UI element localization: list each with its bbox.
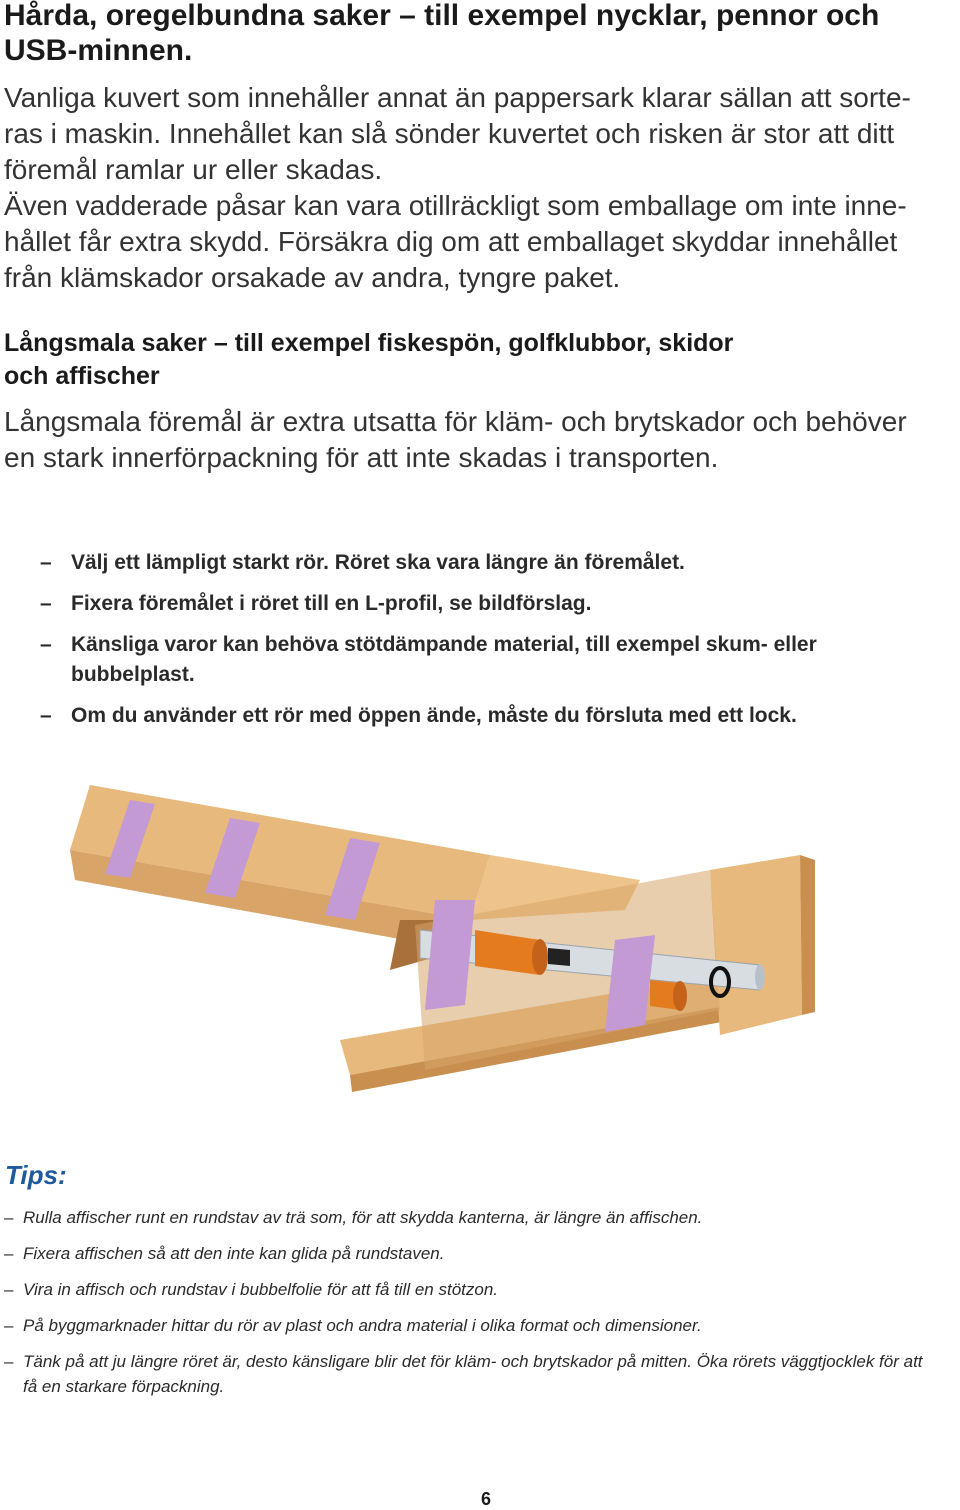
tube-packing-illustration (70, 780, 900, 1110)
tip-item (4, 1241, 944, 1266)
dash-bullet: – (40, 633, 52, 656)
text-line: en stark innerförpackning för att inte skadas i transporten. (4, 442, 719, 473)
text-line: Långsmala föremål är extra utsatta för kläm- och brytskador och behöver (4, 406, 907, 437)
text-line: från klämskador orsakade av andra, tyngre paket. (4, 262, 621, 293)
heading-line: Långsmala saker – till exempel fiskespön, golfklubbor, skidor (4, 329, 734, 357)
dash-bullet: – (40, 704, 52, 727)
heading-line: USB-minnen. (4, 34, 193, 67)
list-item (40, 548, 920, 578)
l-profile-wall-edge (800, 855, 815, 1015)
tip-text: På byggmarknader hittar du rör av plast och andra material i olika format och dimensioner. (23, 1316, 702, 1335)
rod-grip (548, 948, 570, 966)
orange-rod-end (532, 939, 548, 975)
dash-bullet: – (4, 1280, 14, 1299)
list-item (40, 630, 920, 690)
l-profile-wall (710, 855, 802, 1035)
text-line: ras i maskin. Innehållet kan slå sönder kuvertet och risken är stor att ditt (4, 118, 895, 149)
list-item-text: Välj ett lämpligt starkt rör. Röret ska vara längre än föremålet. (71, 551, 685, 574)
tip-item (4, 1277, 944, 1302)
section-heading-long-items (4, 327, 904, 393)
dash-bullet: – (4, 1208, 14, 1227)
paragraph-hard-items (4, 80, 956, 296)
dash-bullet: – (40, 592, 52, 615)
paragraph-long-items (4, 404, 960, 476)
list-item (40, 701, 920, 731)
tip-text: Tänk på att ju längre röret är, desto känsligare blir det för kläm- och brytskador på mitten. Öka rörets väggtjocklek för att få en starkare förpackning. (23, 1352, 923, 1396)
heading-line: och affischer (4, 362, 160, 390)
packing-steps-list (40, 548, 920, 742)
dash-bullet: – (40, 551, 52, 574)
tips-title: Tips: (5, 1160, 67, 1190)
list-item-text: Fixera föremålet i röret till en L-profil, se bildförslag. (71, 592, 592, 615)
dash-bullet: – (4, 1352, 14, 1371)
text-line: hållet får extra skydd. Försäkra dig om att emballaget skyddar innehållet (4, 226, 898, 257)
tube-end (755, 964, 765, 990)
tip-text: Vira in affisch och rundstav i bubbelfolie för att få till en stötzon. (23, 1280, 499, 1299)
tip-item (4, 1205, 944, 1230)
tips-list (4, 1205, 944, 1410)
orange-rod-end (673, 981, 687, 1011)
list-item-text: Känsliga varor kan behöva stötdämpande material, till exempel skum- eller bubbelplast. (71, 633, 817, 686)
text-line: Vanliga kuvert som innehåller annat än pappersark klarar sällan att sorte- (4, 82, 911, 113)
list-item-text: Om du använder ett rör med öppen ände, måste du försluta med ett lock. (71, 704, 797, 727)
tip-item (4, 1313, 944, 1338)
text-line: föremål ramlar ur eller skadas. (4, 154, 383, 185)
tip-text: Fixera affischen så att den inte kan glida på rundstaven. (23, 1244, 445, 1263)
section-heading-hard-items (4, 0, 944, 68)
dash-bullet: – (4, 1316, 14, 1335)
list-item (40, 589, 920, 619)
tip-text: Rulla affischer runt en rundstav av trä som, för att skydda kanterna, är längre än affischen. (23, 1208, 703, 1227)
heading-line: Hårda, oregelbundna saker – till exempel nycklar, pennor och (4, 0, 880, 32)
text-line: Även vadderade påsar kan vara otillräckligt som emballage om inte inne- (4, 190, 907, 221)
dash-bullet: – (4, 1244, 14, 1263)
page-number: 6 (480, 1489, 491, 1509)
tip-item (4, 1349, 944, 1399)
